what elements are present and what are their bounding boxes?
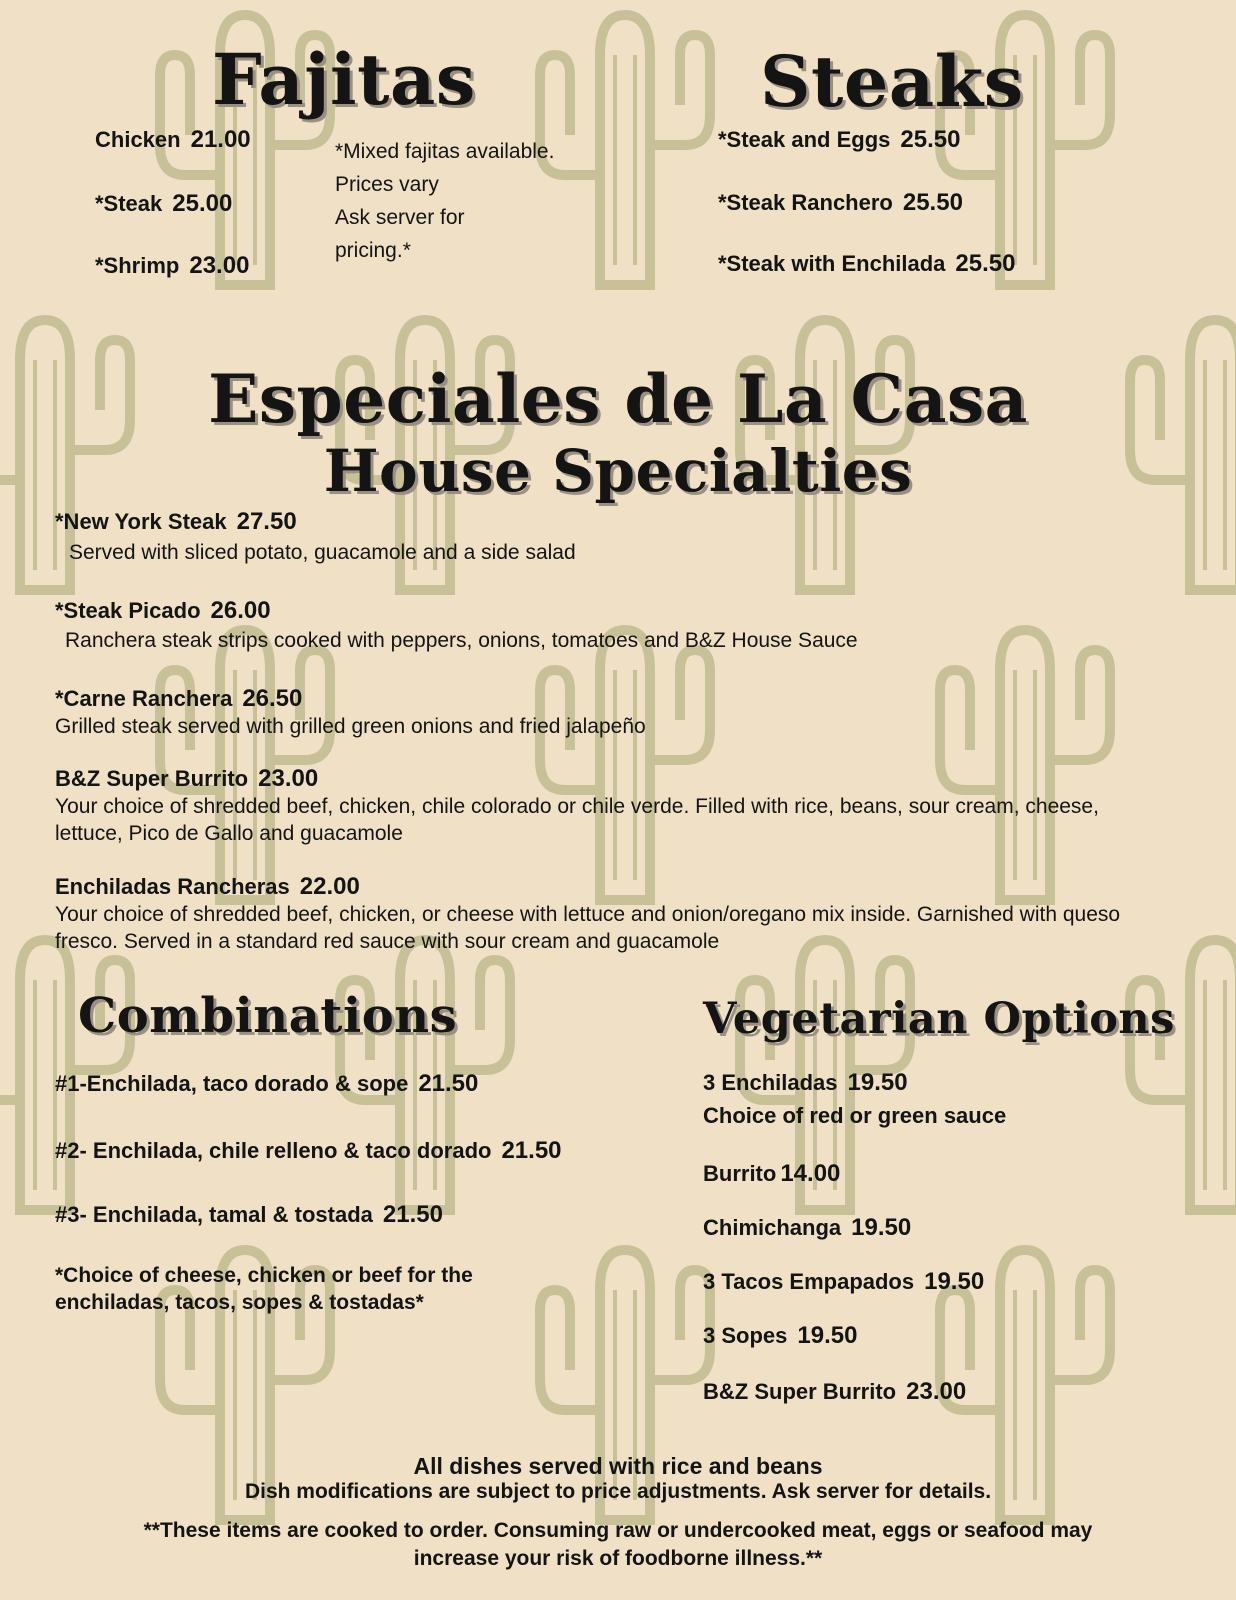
- steaks-item: [718, 189, 963, 217]
- item-price: 21.50: [501, 1137, 562, 1164]
- specialty-item: [55, 685, 646, 740]
- fajitas-title: Fajitas: [212, 38, 476, 121]
- item-name: *Steak Picado: [55, 598, 201, 623]
- item-description: Your choice of shredded beef, chicken, or cheese with lettuce and onion/oregano mix inside. Garnished with queso: [55, 903, 1121, 926]
- fajitas-item: [95, 190, 232, 218]
- note-line: *Choice of cheese, chicken or beef for the: [55, 1264, 473, 1287]
- item-price: 26.00: [210, 597, 271, 624]
- steaks-title: Steaks: [760, 40, 1024, 123]
- fajitas-item: [95, 126, 251, 154]
- item-description: fresco. Served in a standard red sauce with sour cream and guacamole: [55, 930, 720, 953]
- item-name: Enchiladas Rancheras: [55, 874, 290, 899]
- footer-disclaimer: **These items are cooked to order. Consuming raw or undercooked meat, eggs or seafood may: [143, 1519, 1093, 1542]
- item-price: 25.00: [172, 190, 233, 217]
- note-line: Ask server for: [335, 206, 465, 229]
- item-price: 23.00: [906, 1378, 967, 1405]
- item-name: 3 Enchiladas: [703, 1070, 838, 1095]
- specialty-item: [55, 508, 576, 566]
- item-price: 14.00: [780, 1160, 841, 1187]
- vegetarian-item: [703, 1160, 840, 1188]
- item-name: Burrito: [703, 1161, 777, 1186]
- item-price: 22.00: [299, 873, 360, 900]
- combinations-note: [55, 1262, 473, 1316]
- vegetarian-item: [703, 1322, 857, 1350]
- item-price: 21.50: [418, 1070, 479, 1097]
- item-name: 3 Sopes: [703, 1323, 788, 1348]
- item-name: B&Z Super Burrito: [55, 766, 249, 791]
- item-description: Your choice of shredded beef, chicken, chile colorado or chile verde. Filled with rice, beans, sour cream, cheese,: [55, 795, 1099, 818]
- item-name: *Steak: [95, 191, 163, 216]
- item-name: *Steak and Eggs: [718, 127, 891, 152]
- item-price: 23.00: [258, 765, 319, 792]
- item-price: 26.50: [242, 685, 303, 712]
- item-name: #2- Enchilada, chile relleno & taco dorado: [55, 1138, 492, 1163]
- item-price: 25.50: [900, 126, 961, 153]
- cactus-icon: [1130, 940, 1236, 1210]
- specialty-item: [55, 765, 1099, 847]
- item-name: *Carne Ranchera: [55, 686, 233, 711]
- item-name: *Steak with Enchilada: [718, 251, 946, 276]
- note-line: Prices vary: [335, 173, 439, 196]
- item-name: #1-Enchilada, taco dorado & sope: [55, 1071, 409, 1096]
- vegetarian-item: [703, 1069, 1006, 1129]
- item-description: Served with sliced potato, guacamole and a side salad: [69, 541, 576, 564]
- item-price: 19.50: [797, 1322, 858, 1349]
- item-name: *Shrimp: [95, 253, 180, 278]
- item-description: Grilled steak served with grilled green onions and fried jalapeño: [55, 715, 646, 738]
- footer-line: All dishes served with rice and beans: [413, 1453, 823, 1479]
- item-name: #3- Enchilada, tamal & tostada: [55, 1202, 373, 1227]
- combination-item: [55, 1070, 478, 1098]
- item-name: Chimichanga: [703, 1215, 842, 1240]
- combination-item: [55, 1137, 562, 1165]
- fajitas-item: [95, 252, 249, 280]
- item-price: 27.50: [236, 508, 297, 535]
- item-price: 21.00: [190, 126, 251, 153]
- item-description: Ranchera steak strips cooked with peppers, onions, tomatoes and B&Z House Sauce: [65, 629, 858, 652]
- fajitas-note: [335, 135, 554, 267]
- footer-line: Dish modifications are subject to price adjustments. Ask server for details.: [244, 1480, 992, 1503]
- vegetarian-item: [703, 1268, 984, 1296]
- item-price: 19.50: [847, 1069, 908, 1096]
- note-line: enchiladas, tacos, sopes & tostadas*: [55, 1291, 424, 1314]
- footer-disclaimer: increase your risk of foodborne illness.**: [413, 1547, 823, 1570]
- item-name: *Steak Ranchero: [718, 190, 893, 215]
- item-price: 23.00: [189, 252, 250, 279]
- specialty-item: [55, 873, 1120, 955]
- item-price: 19.50: [851, 1214, 912, 1241]
- steaks-item: [718, 126, 960, 154]
- vegetarian-item: [703, 1378, 966, 1406]
- steaks-item: [718, 250, 1015, 278]
- specialties-subtitle: House Specialties: [323, 437, 913, 505]
- vegetarian-title: Vegetarian Options: [703, 994, 1175, 1044]
- item-description: lettuce, Pico de Gallo and guacamole: [55, 822, 403, 845]
- note-line: pricing.*: [335, 239, 411, 262]
- item-name: *New York Steak: [55, 509, 227, 534]
- item-price: 25.50: [955, 250, 1016, 277]
- vegetarian-item: [703, 1214, 911, 1242]
- combinations-title: Combinations: [78, 988, 458, 1044]
- item-description: Choice of red or green sauce: [703, 1103, 1007, 1128]
- specialties-title: Especiales de La Casa: [208, 360, 1028, 438]
- note-line: *Mixed fajitas available.: [335, 140, 555, 163]
- specialty-item: [55, 597, 858, 654]
- item-name: B&Z Super Burrito: [703, 1379, 897, 1404]
- item-price: 21.50: [382, 1201, 443, 1228]
- item-price: 19.50: [924, 1268, 985, 1295]
- item-name: 3 Tacos Empapados: [703, 1269, 915, 1294]
- item-price: 25.50: [902, 189, 963, 216]
- item-name: Chicken: [95, 127, 181, 152]
- cactus-icon: [540, 15, 710, 285]
- combination-item: [55, 1201, 443, 1229]
